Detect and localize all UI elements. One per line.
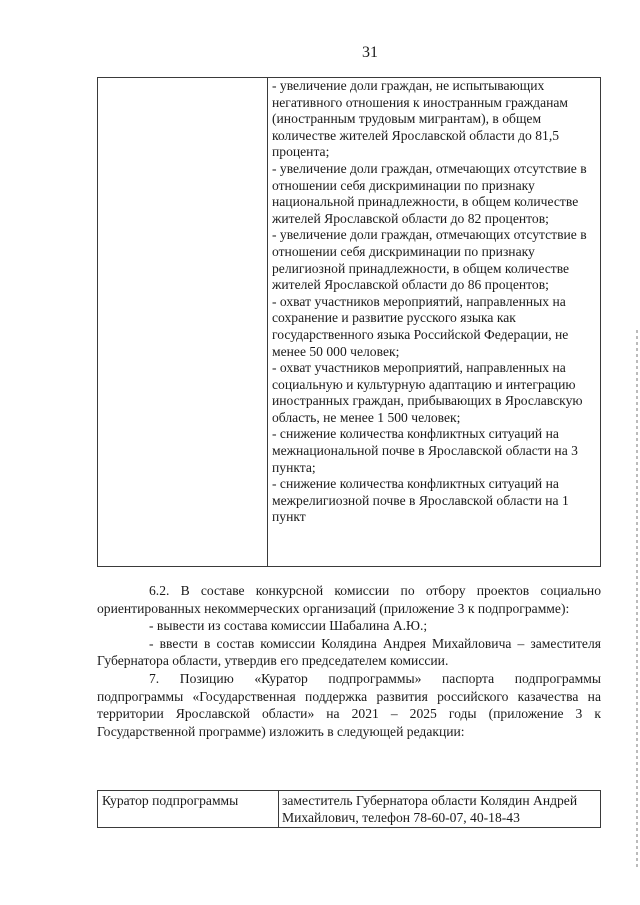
curator-column-divider xyxy=(278,791,279,827)
goal-item: - увеличение доли граждан, отмечающих отсутствие в отношении себя дискриминации по признаку национальной принадлежности, в общем количестве жителей Ярославской области до 82 процентов; xyxy=(272,160,587,226)
goal-item: - снижение количества конфликтных ситуаций на межрелигиозной почве в Ярославской области на 1 пункт xyxy=(272,476,569,525)
paragraph-6-2: 6.2. В составе конкурсной комиссии по отбору проектов социально ориентированных некоммерческих организаций (приложение 3 к подпрограмме): xyxy=(97,583,601,616)
goals-list xyxy=(272,78,602,526)
goals-table xyxy=(97,77,601,567)
paragraph-add-member: - ввести в состав комиссии Колядина Андрея Михайловича – заместителя Губернатора области, утвердив его председателем комиссии. xyxy=(97,635,601,669)
goal-item: - увеличение доли граждан, отмечающих отсутствие в отношении себя дискриминации по признаку религиозной принадлежности, в общем количестве жителей Ярославской области до 86 процентов; xyxy=(272,227,587,293)
document-body xyxy=(97,582,601,740)
paragraph-7: 7. Позицию «Куратор подпрограммы» паспорта подпрограммы подпрограммы «Государственная поддержка развития российского казачества на территории Ярославской области» на 2021 – 2025 годы (приложение 3 к Государственной программе) изложить в следующей редакции: xyxy=(97,670,601,739)
curator-table xyxy=(97,790,601,828)
goal-item: - охват участников мероприятий, направленных на сохранение и развитие русского языка как государственного языка Российской Федерации, не менее 50 000 человек; xyxy=(272,293,569,359)
goal-item: - увеличение доли граждан, не испытывающих негативного отношения к иностранным гражданам (иностранным трудовым мигрантам), в общем количестве жителей Ярославской области до 81,5 процента; xyxy=(272,78,569,160)
page-number: 31 xyxy=(362,44,378,61)
table-column-divider xyxy=(267,78,268,566)
goal-item: - снижение количества конфликтных ситуаций на межнациональной почве в Ярославской области на 3 пункта; xyxy=(272,426,578,475)
curator-value: заместитель Губернатора области Колядин Андрей Михайлович, телефон 78-60-07, 40-18-43 xyxy=(282,793,578,825)
curator-label: Куратор подпрограммы xyxy=(102,793,239,808)
paragraph-remove-member: - вывести из состава комиссии Шабалина А.Ю.; xyxy=(149,618,428,634)
scan-edge-artifact xyxy=(636,330,638,870)
goal-item: - охват участников мероприятий, направленных на социальную и культурную адаптацию и интеграцию иностранных граждан, прибывающих в Ярославскую область, не менее 1 500 человек; xyxy=(272,360,583,425)
